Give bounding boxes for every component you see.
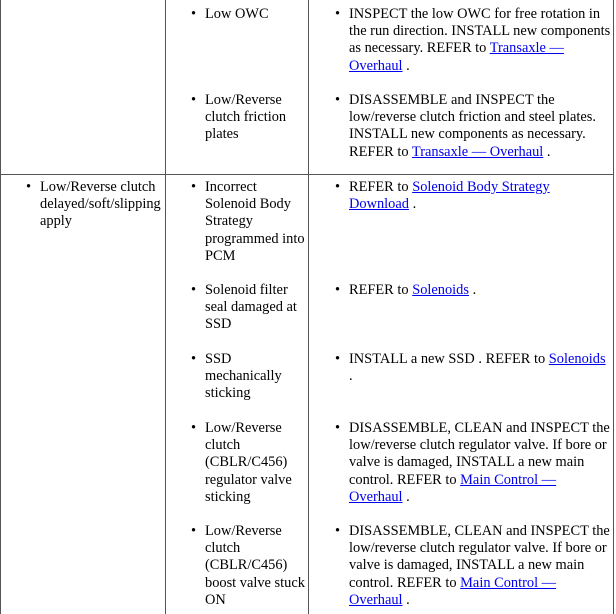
bullet-icon: • (191, 351, 197, 367)
action-link[interactable]: Transaxle — Overhaul (411, 143, 544, 160)
list-item (335, 282, 611, 299)
action-after: . (472, 282, 477, 298)
bullet-icon: • (335, 282, 341, 298)
bullet-icon: • (191, 282, 197, 298)
action-link[interactable]: Solenoids (548, 351, 606, 367)
cause-text: Low/Reverse clutch friction plates (205, 92, 287, 143)
cause-text: Low/Reverse clutch (CBLR/C456) regulator valve sticking (205, 420, 292, 505)
list-item (191, 6, 303, 23)
action-after: . (546, 143, 551, 160)
list-item (335, 92, 611, 161)
action-after: . (406, 591, 410, 608)
list-item (26, 179, 162, 231)
cause-cell (191, 92, 303, 144)
action-after: . (349, 368, 353, 385)
bullet-icon: • (335, 420, 341, 436)
cause-cell (191, 351, 303, 403)
action-after: . (406, 57, 410, 74)
action-cell (335, 523, 611, 609)
cause-cell (191, 523, 305, 609)
condition-cell (26, 179, 162, 231)
bullet-icon: • (335, 351, 341, 367)
cause-text: Low OWC (205, 6, 269, 22)
action-link[interactable]: Main Control — Overhaul (349, 471, 557, 505)
cause-cell (191, 282, 303, 334)
action-text: REFER to (349, 179, 409, 195)
condition-text: Low/Reverse clutch delayed/soft/slipping apply (40, 179, 161, 230)
action-cell (335, 92, 611, 161)
action-after: . (412, 196, 417, 213)
list-item (191, 282, 303, 334)
list-item (191, 523, 305, 609)
action-text: DISASSEMBLE and INSPECT the low/reverse clutch friction and steel plates. INSTALL new components as necessary. REFER to (349, 92, 596, 160)
action-cell (335, 282, 611, 299)
action-text: DISASSEMBLE, CLEAN and INSPECT the low/reverse clutch regulator valve. If bore or valve is damaged, INSTALL a new main control. REFER to (349, 523, 610, 591)
cause-cell (191, 6, 303, 23)
cause-cell (191, 420, 303, 506)
cause-text: Low/Reverse clutch (CBLR/C456) boost valve stuck ON (205, 523, 305, 608)
action-link[interactable]: Solenoid Body Strategy Download (349, 179, 550, 213)
table-border-right (613, 0, 614, 614)
list-item (191, 351, 303, 403)
bullet-icon: • (191, 523, 197, 539)
list-item (335, 351, 611, 385)
cause-cell (191, 179, 305, 265)
table-row-divider (0, 174, 614, 175)
action-cell (335, 179, 611, 213)
list-item (335, 6, 611, 75)
table-border-left (0, 0, 1, 614)
bullet-icon: • (335, 92, 341, 108)
list-item (191, 92, 303, 144)
list-item (191, 420, 303, 506)
action-link[interactable]: Transaxle — Overhaul (349, 40, 564, 74)
bullet-icon: • (335, 6, 341, 22)
action-text: INSPECT the low OWC for free rotation in the run direction. INSTALL new components as necessary. REFER to (349, 6, 611, 57)
action-link[interactable]: Main Control — Overhaul (349, 574, 557, 608)
action-cell (335, 420, 611, 506)
list-item (335, 179, 611, 213)
action-text: DISASSEMBLE, CLEAN and INSPECT the low/reverse clutch regulator valve. If bore or valve is damaged, INSTALL a new main control. REFER to (349, 420, 610, 488)
action-after: . (406, 488, 410, 505)
list-item (191, 179, 305, 265)
list-item (335, 420, 611, 506)
cause-text: Incorrect Solenoid Body Strategy programmed into PCM (205, 179, 305, 264)
bullet-icon: • (191, 420, 197, 436)
list-item (335, 523, 611, 609)
bullet-icon: • (335, 523, 341, 539)
bullet-icon: • (191, 6, 197, 22)
bullet-icon: • (191, 179, 197, 195)
table-border-col1 (165, 0, 166, 614)
table-border-col2 (308, 0, 309, 614)
action-text: REFER to (349, 282, 409, 298)
action-cell (335, 6, 611, 75)
action-link[interactable]: Solenoids (412, 282, 469, 298)
cause-text: SSD mechanically sticking (205, 351, 282, 402)
bullet-icon: • (335, 179, 341, 195)
bullet-icon: • (26, 179, 32, 195)
action-text: INSTALL a new SSD . REFER to (349, 351, 546, 367)
cause-text: Solenoid filter seal damaged at SSD (205, 282, 297, 333)
action-cell (335, 351, 611, 385)
bullet-icon: • (191, 92, 197, 108)
